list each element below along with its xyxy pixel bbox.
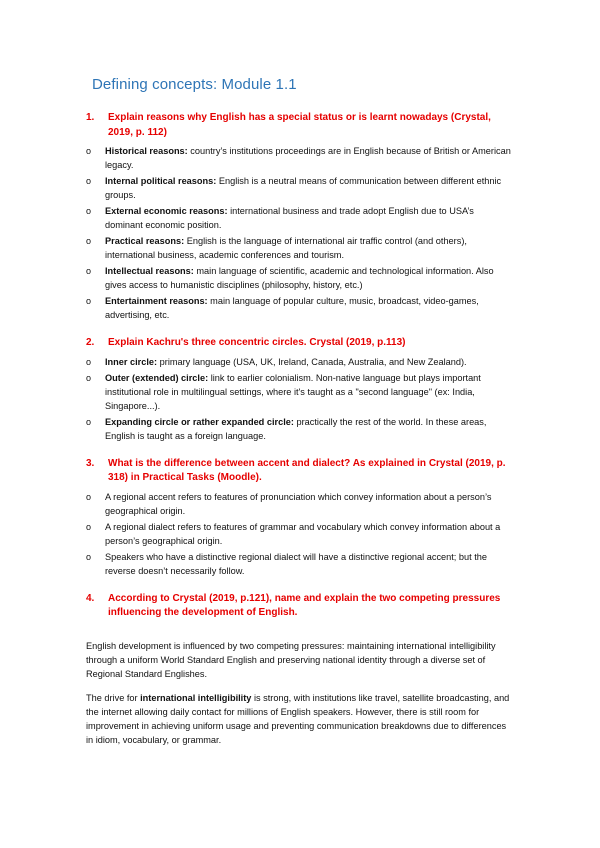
bullet-icon: o (86, 356, 92, 367)
paragraph-text: The drive for (86, 692, 141, 703)
question-text: Explain Kachru's three concentric circles. Crystal (2019, p.113) (108, 337, 406, 348)
item-term: Historical reasons: (105, 146, 188, 156)
bullet-icon: o (86, 266, 92, 276)
paragraph-bold-term: international intelligibility (140, 692, 252, 703)
item-term: Intellectual reasons: (105, 266, 194, 276)
question-number: 2. (86, 337, 95, 348)
item-text: main language of popular culture, music, broadcast, video-games, advertising, etc. (105, 296, 479, 320)
bullet-icon: o (86, 176, 92, 186)
bullet-icon: o (86, 491, 92, 502)
question-text: According to Crystal (2019, p.121), name and explain the two competing pressures influencing the development of English. (108, 592, 501, 618)
item-text: country’s institutions proceedings are in English because of British or American legacy. (105, 146, 511, 170)
item-term: Internal political reasons: (105, 176, 217, 186)
item-term: Expanding circle or rather expanded circle: (105, 416, 294, 427)
item-term: Inner circle: (105, 356, 158, 367)
bullet-icon: o (86, 206, 92, 216)
list-item (86, 490, 514, 518)
bullet-icon: o (86, 372, 92, 383)
item-text: English is the language of international air traffic control (and others), international business, academic conferences and tourism. (105, 236, 467, 260)
item-text: A regional accent refers to features of pronunciation which convey information about a person’s geographical origin. (105, 491, 492, 516)
list-item (86, 520, 514, 548)
bullet-icon: o (86, 416, 92, 427)
item-term: Outer (extended) circle: (105, 372, 209, 383)
item-text: link to earlier colonialism. Non-native language but plays important institutional role in multilingual settings, where it's taught as a "second language" (ex: India, Singapore...). (105, 372, 481, 411)
list-item (86, 355, 514, 369)
list-item (86, 264, 514, 292)
item-text: practically the rest of the world. In these areas, English is taught as a foreign language. (105, 416, 487, 441)
list-item (86, 550, 514, 578)
item-text: primary language (USA, UK, Ireland, Canada, Australia, and New Zealand). (157, 356, 467, 367)
item-text: international business and trade adopt English due to USA’s dominant economic position. (105, 206, 474, 230)
question-2-list (86, 355, 514, 443)
item-term: External economic reasons: (105, 206, 228, 216)
question-text: Explain reasons why English has a special status or is learnt nowadays (Crystal, 2019, p. 112) (108, 112, 491, 138)
item-term: Entertainment reasons: (105, 296, 208, 306)
list-item (86, 371, 514, 413)
question-number: 1. (86, 112, 95, 123)
question-1-list (86, 144, 514, 322)
list-item (86, 234, 514, 262)
question-2 (86, 336, 514, 351)
bullet-icon: o (86, 551, 92, 562)
list-item (86, 294, 514, 322)
question-number: 3. (86, 457, 95, 469)
bullet-icon: o (86, 521, 92, 532)
bullet-icon: o (86, 146, 92, 156)
question-number: 4. (86, 592, 95, 604)
page-title: Defining concepts: Module 1.1 (92, 76, 297, 93)
bullet-icon: o (86, 296, 92, 306)
question-1 (86, 111, 514, 140)
item-text: main language of scientific, academic and technological information. Also gives access to humanistic disciplines (philosophy, history, etc.) (105, 266, 494, 290)
bullet-icon: o (86, 236, 92, 246)
question-3 (86, 457, 514, 486)
list-item (86, 204, 514, 232)
body-paragraph (86, 691, 514, 747)
paragraph-text: is strong, with institutions like travel, satellite broadcasting, and the internet allowing daily contact for millions of English speakers. However, there is still room for improvement in achieving uniform usage and preventing communication breakdowns due to differences in idiom, vocabulary, or grammar. (86, 692, 510, 745)
body-paragraph: English development is influenced by two competing pressures: maintaining international intelligibility through a uniform World Standard English and preserving national identity through a diverse set of Regional Standard Englishes. (86, 640, 496, 679)
item-text: A regional dialect refers to features of grammar and vocabulary which convey information about a person’s geographical origin. (105, 521, 501, 546)
item-text: Speakers who have a distinctive regional dialect will have a distinctive regional accent; but the reverse doesn’t necessarily follow. (105, 551, 488, 576)
item-term: Practical reasons: (105, 236, 185, 246)
question-text: What is the difference between accent and dialect? As explained in Crystal (2019, p. 318) in Practical Tasks (Moodle). (108, 457, 506, 483)
list-item (86, 415, 514, 443)
item-text: English is a neutral means of communication between different ethnic groups. (105, 176, 502, 200)
question-3-list (86, 490, 514, 578)
question-4 (86, 592, 514, 621)
list-item (86, 144, 514, 172)
list-item (86, 174, 514, 202)
